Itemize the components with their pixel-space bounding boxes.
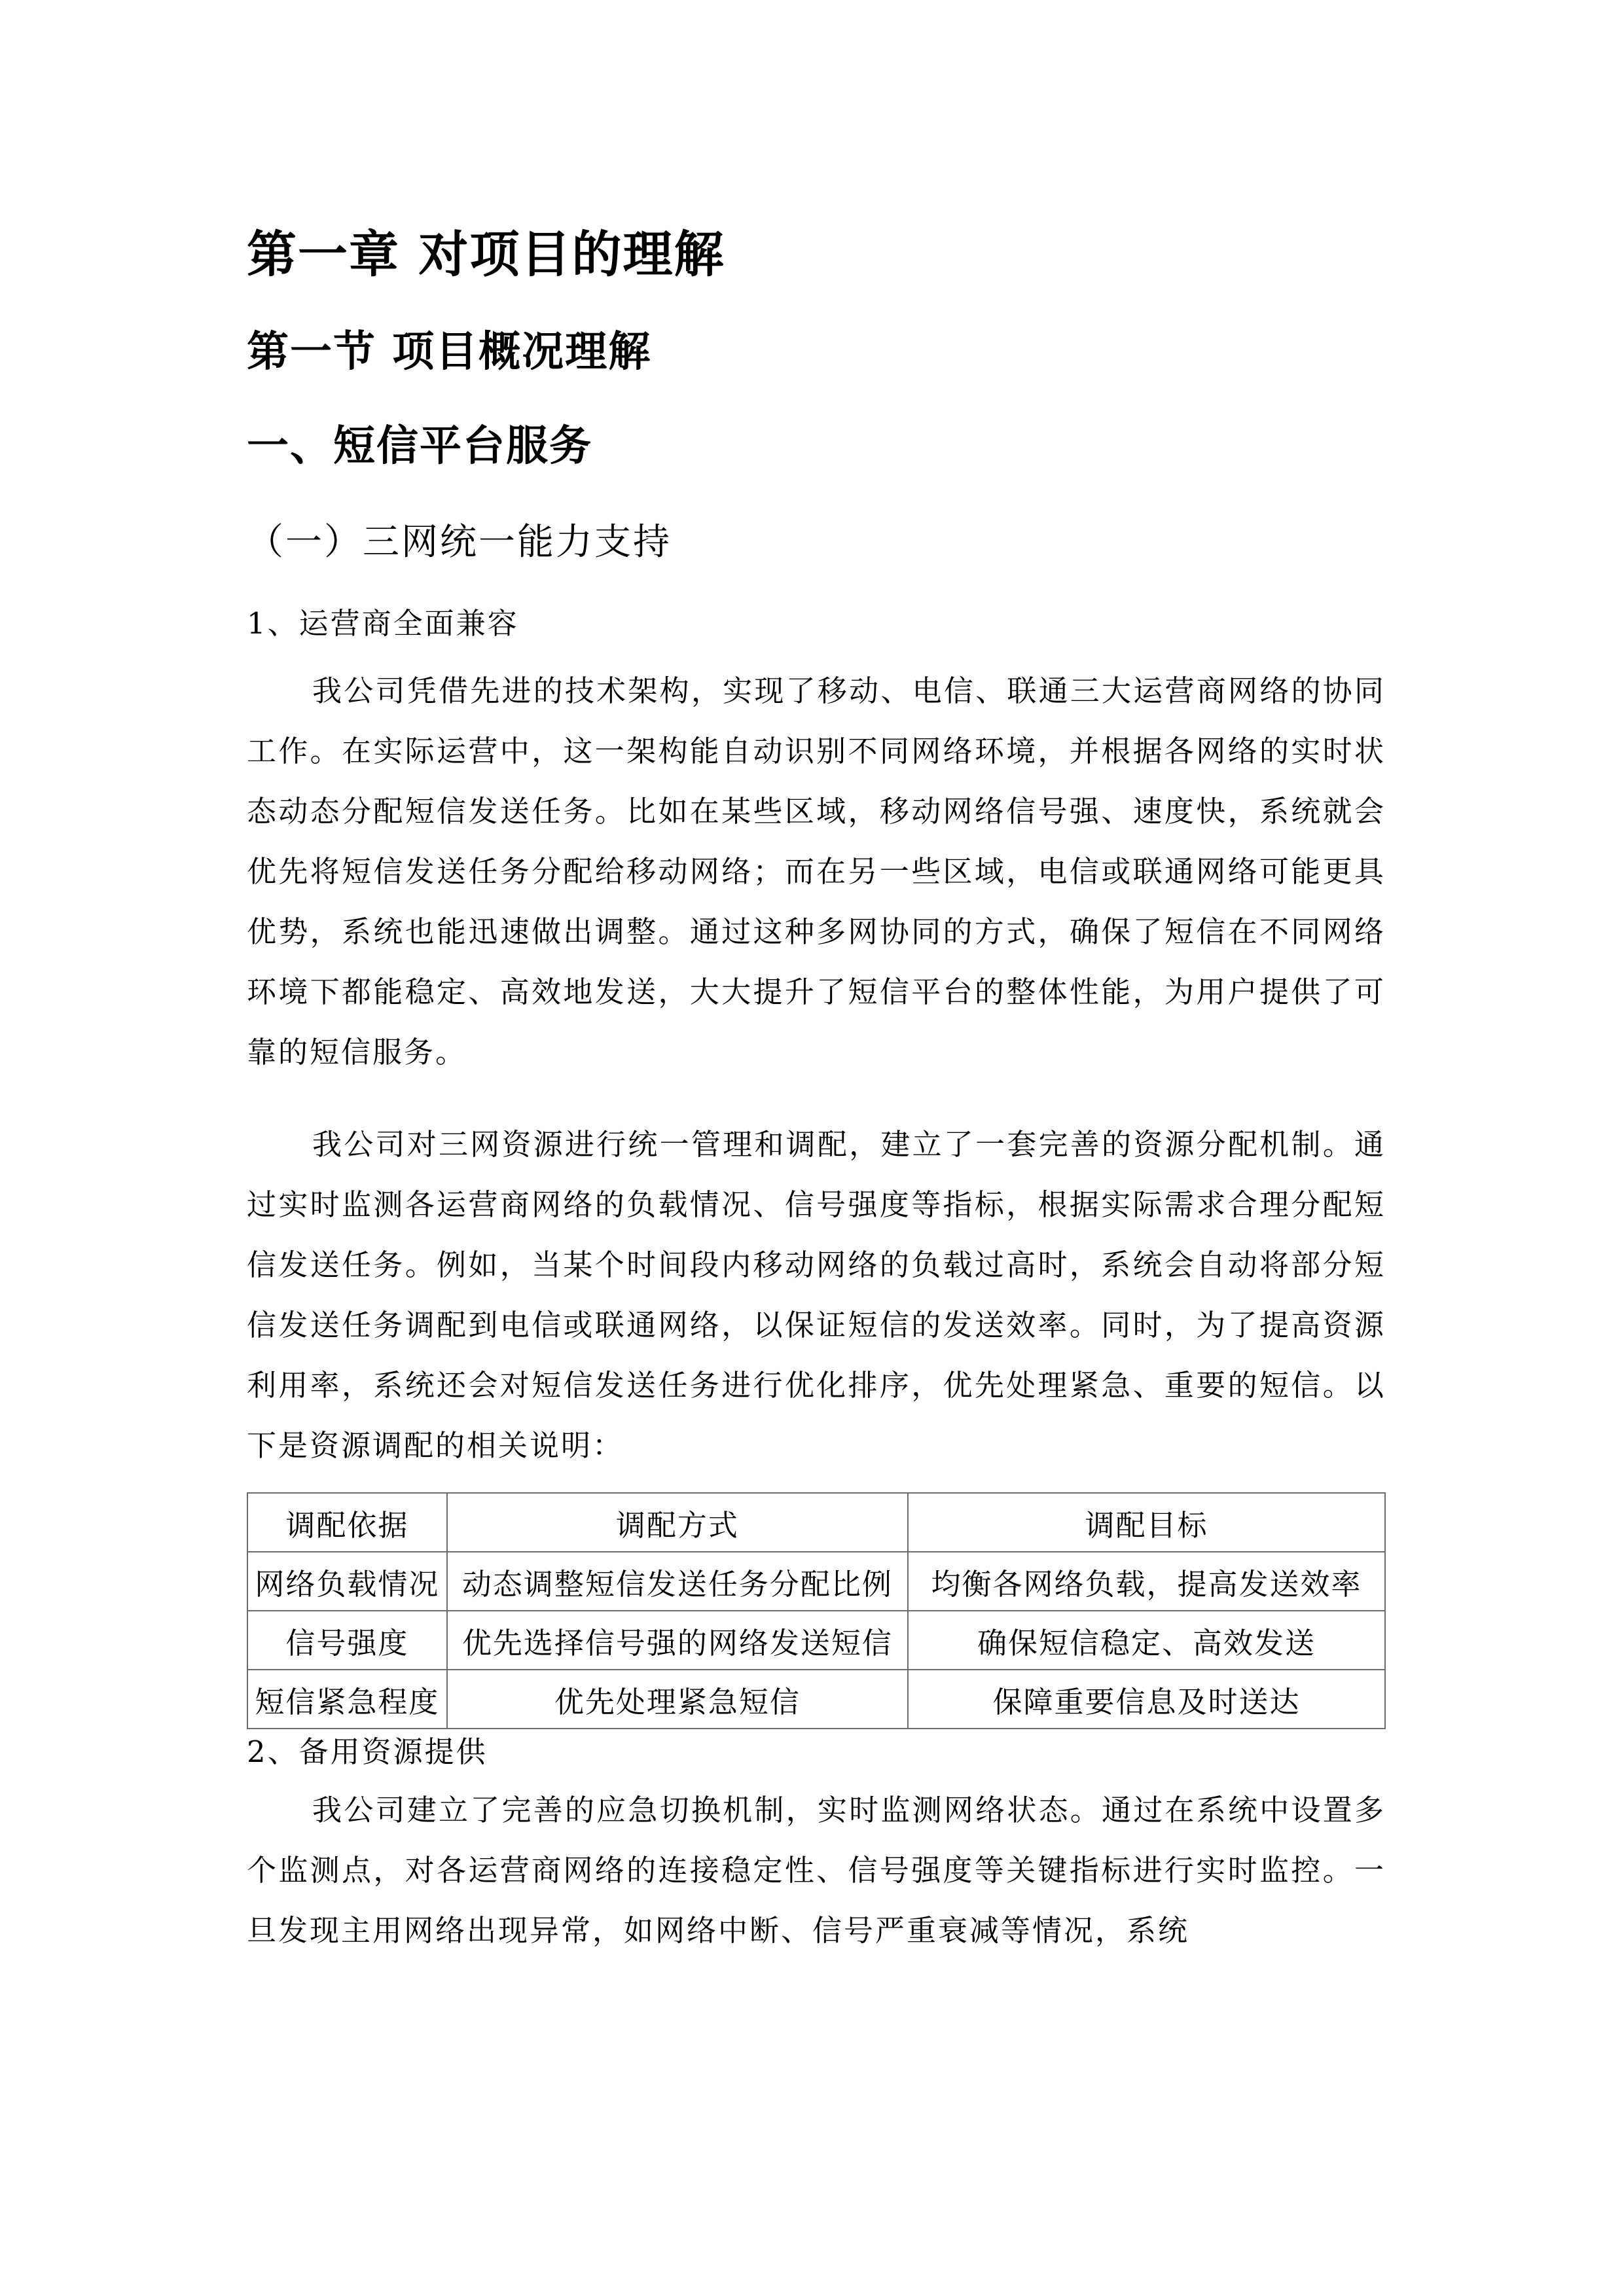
paragraph-1-text: 我公司凭借先进的技术架构，实现了移动、电信、联通三大运营商网络的协同工作。在实际运营中，这一架构能自动识别不同网络环境，并根据各网络的实时状态动态分配短信发送任务。比如在某些区域，移动网络信号强、速度快，系统就会优先将短信发送任务分配给移动网络；而在另一些区域，电信或联通网络可能更具优势，系统也能迅速做出调整。通过这种多网协同的方式，确保了短信在不同网络环境下都能稳定、高效地发送，大大提升了短信平台的整体性能，为用户提供了可靠的短信服务。 — [247, 673, 1386, 1069]
table-header-row — [247, 1493, 1385, 1552]
table-header-cell: 调配依据 — [247, 1493, 447, 1552]
table-header-cell: 调配目标 — [908, 1493, 1385, 1552]
subsection-title: 一、短信平台服务 — [247, 422, 592, 471]
sub-subsection-title: （一）三网统一能力支持 — [247, 521, 672, 564]
table-cell: 动态调整短信发送任务分配比例 — [447, 1552, 908, 1611]
chapter-title: 第一章 对项目的理解 — [247, 225, 725, 283]
resource-allocation-table — [247, 1492, 1386, 1729]
table-cell: 确保短信稳定、高效发送 — [908, 1611, 1385, 1670]
table-header-cell: 调配方式 — [447, 1493, 908, 1552]
section-title: 第一节 项目概况理解 — [247, 328, 652, 376]
paragraph-1 — [247, 661, 1386, 1083]
table-cell: 短信紧急程度 — [247, 1670, 447, 1729]
table-cell: 优先选择信号强的网络发送短信 — [447, 1611, 908, 1670]
table-cell: 均衡各网络负载，提高发送效率 — [908, 1552, 1385, 1611]
table-row — [247, 1670, 1385, 1729]
paragraph-3-text: 我公司建立了完善的应急切换机制，实时监测网络状态。通过在系统中设置多个监测点，对各运营商网络的连接稳定性、信号强度等关键指标进行实时监控。一旦发现主用网络出现异常，如网络中断、信号严重衰减等情况，系统 — [247, 1793, 1386, 1948]
table-cell: 优先处理紧急短信 — [447, 1670, 908, 1729]
paragraph-2 — [247, 1115, 1386, 1476]
table-row — [247, 1611, 1385, 1670]
table-cell: 信号强度 — [247, 1611, 447, 1670]
item2-title: 2、备用资源提供 — [247, 1734, 488, 1769]
item1-title: 1、运营商全面兼容 — [247, 606, 519, 641]
table-row — [247, 1552, 1385, 1611]
table-cell: 保障重要信息及时送达 — [908, 1670, 1385, 1729]
table-cell: 网络负载情况 — [247, 1552, 447, 1611]
paragraph-3 — [247, 1780, 1386, 1961]
paragraph-2-text: 我公司对三网资源进行统一管理和调配，建立了一套完善的资源分配机制。通过实时监测各运营商网络的负载情况、信号强度等指标，根据实际需求合理分配短信发送任务。例如，当某个时间段内移动网络的负载过高时，系统会自动将部分短信发送任务调配到电信或联通网络，以保证短信的发送效率。同时，为了提高资源利用率，系统还会对短信发送任务进行优化排序，优先处理紧急、重要的短信。以下是资源调配的相关说明： — [247, 1127, 1386, 1463]
